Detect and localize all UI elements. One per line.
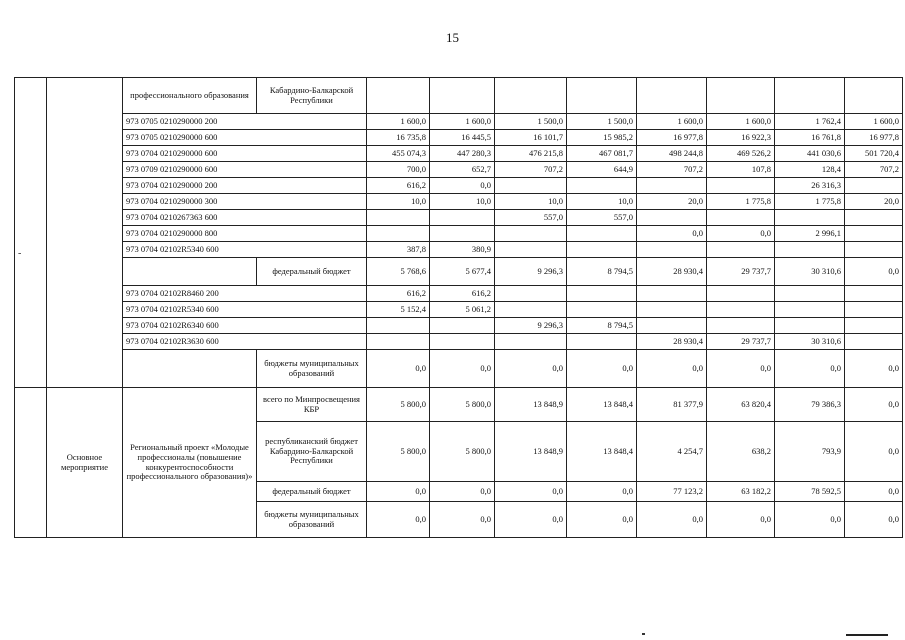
value-cell: 79 386,3 (775, 388, 845, 422)
value-cell: 10,0 (430, 194, 495, 210)
table-row (15, 162, 903, 178)
type-col-cell (47, 78, 123, 388)
value-cell (707, 318, 775, 334)
value-cell: 13 848,9 (495, 422, 567, 482)
value-cell (845, 286, 903, 302)
value-cell: 10,0 (567, 194, 637, 210)
value-cell: 0,0 (845, 502, 903, 538)
value-cell: 2 996,1 (775, 226, 845, 242)
value-cell: 0,0 (845, 388, 903, 422)
value-cell: 5 152,4 (367, 302, 430, 318)
margin-mark: - (18, 248, 22, 259)
value-cell: 0,0 (567, 350, 637, 388)
table-row (15, 210, 903, 226)
value-cell: 0,0 (637, 502, 707, 538)
value-cell: 707,2 (637, 162, 707, 178)
empty-cell (707, 78, 775, 114)
value-cell: 501 720,4 (845, 146, 903, 162)
value-cell: 5 061,2 (430, 302, 495, 318)
budget-code-cell: 973 0704 0210290000 200 (123, 178, 367, 194)
value-cell: 616,2 (430, 286, 495, 302)
value-cell: 16 922,3 (707, 130, 775, 146)
source-label-cell: федеральный бюджет (257, 258, 367, 286)
value-cell (707, 210, 775, 226)
table-row (15, 286, 903, 302)
value-cell (367, 334, 430, 350)
empty-cell (430, 78, 495, 114)
value-cell (637, 178, 707, 194)
value-cell: 16 445,5 (430, 130, 495, 146)
status-col-cell (15, 388, 47, 538)
event-name-cell: Региональный проект «Молодые профессионалы (повышение конкурентоспособности профессионального образования)» (123, 388, 257, 538)
table-row (15, 130, 903, 146)
value-cell (495, 334, 567, 350)
value-cell (775, 242, 845, 258)
value-cell: 0,0 (367, 482, 430, 502)
status-col-cell (15, 78, 47, 388)
value-cell: 1 600,0 (845, 114, 903, 130)
table-row (15, 178, 903, 194)
value-cell: 0,0 (637, 350, 707, 388)
value-cell (707, 302, 775, 318)
value-cell: 0,0 (845, 258, 903, 286)
empty-cell (567, 78, 637, 114)
value-cell (707, 242, 775, 258)
budget-code-cell: 973 0709 0210290000 600 (123, 162, 367, 178)
program-name-cell: профессионального образования (123, 78, 257, 114)
value-cell: 107,8 (707, 162, 775, 178)
value-cell: 16 735,8 (367, 130, 430, 146)
value-cell (707, 286, 775, 302)
value-cell: 469 526,2 (707, 146, 775, 162)
value-cell (637, 210, 707, 226)
value-cell: 616,2 (367, 178, 430, 194)
value-cell (495, 178, 567, 194)
event-type-cell: Основное мероприятие (47, 388, 123, 538)
value-cell (567, 178, 637, 194)
empty-cell (775, 78, 845, 114)
value-cell (775, 286, 845, 302)
value-cell (367, 226, 430, 242)
value-cell (495, 302, 567, 318)
value-cell: 5 800,0 (430, 422, 495, 482)
value-cell: 793,9 (775, 422, 845, 482)
value-cell: 0,0 (367, 350, 430, 388)
value-cell: 467 081,7 (567, 146, 637, 162)
value-cell: 1 600,0 (637, 114, 707, 130)
table-row (15, 302, 903, 318)
value-cell: 13 848,4 (567, 388, 637, 422)
page-number: 15 (446, 30, 459, 45)
budget-code-cell: 973 0704 02102R5340 600 (123, 242, 367, 258)
value-cell: 1 775,8 (775, 194, 845, 210)
source-label-cell: федеральный бюджет (257, 482, 367, 502)
value-cell (367, 318, 430, 334)
value-cell: 0,0 (430, 178, 495, 194)
value-cell: 81 377,9 (637, 388, 707, 422)
value-cell: 707,2 (845, 162, 903, 178)
value-cell: 1 762,4 (775, 114, 845, 130)
value-cell: 5 800,0 (367, 422, 430, 482)
table-row (15, 334, 903, 350)
value-cell: 30 310,6 (775, 258, 845, 286)
value-cell (845, 318, 903, 334)
value-cell (845, 302, 903, 318)
value-cell: 63 820,4 (707, 388, 775, 422)
value-cell (845, 226, 903, 242)
value-cell (430, 318, 495, 334)
value-cell: 0,0 (567, 502, 637, 538)
budget-code-cell: 973 0705 0210290000 200 (123, 114, 367, 130)
table-row (15, 388, 903, 422)
empty-code-cell (123, 350, 257, 388)
budget-code-cell: 973 0704 02102R6340 600 (123, 318, 367, 334)
value-cell (567, 286, 637, 302)
value-cell (637, 242, 707, 258)
value-cell: 441 030,6 (775, 146, 845, 162)
value-cell: 5 800,0 (367, 388, 430, 422)
value-cell: 1 500,0 (495, 114, 567, 130)
table-row (15, 226, 903, 242)
value-cell: 0,0 (775, 350, 845, 388)
budget-code-cell: 973 0704 02102R3630 600 (123, 334, 367, 350)
scan-dot (642, 633, 645, 635)
scan-line (846, 634, 888, 636)
value-cell (845, 334, 903, 350)
value-cell: 30 310,6 (775, 334, 845, 350)
source-label-cell: республиканский бюджет Кабардино-Балкарской Республики (257, 422, 367, 482)
value-cell: 557,0 (495, 210, 567, 226)
value-cell: 13 848,4 (567, 422, 637, 482)
value-cell (845, 210, 903, 226)
value-cell: 78 592,5 (775, 482, 845, 502)
value-cell: 652,7 (430, 162, 495, 178)
source-label-cell: бюджеты муниципальных образований (257, 502, 367, 538)
budget-code-cell: 973 0704 02102R5340 600 (123, 302, 367, 318)
value-cell: 0,0 (707, 502, 775, 538)
value-cell: 9 296,3 (495, 318, 567, 334)
value-cell: 0,0 (845, 422, 903, 482)
value-cell: 1 600,0 (367, 114, 430, 130)
value-cell: 15 985,2 (567, 130, 637, 146)
value-cell: 0,0 (845, 482, 903, 502)
value-cell: 29 737,7 (707, 334, 775, 350)
value-cell: 8 794,5 (567, 258, 637, 286)
value-cell: 26 316,3 (775, 178, 845, 194)
value-cell: 0,0 (495, 482, 567, 502)
value-cell: 0,0 (707, 226, 775, 242)
value-cell (430, 210, 495, 226)
value-cell: 10,0 (495, 194, 567, 210)
value-cell: 5 677,4 (430, 258, 495, 286)
budget-code-cell: 973 0704 0210290000 800 (123, 226, 367, 242)
value-cell: 707,2 (495, 162, 567, 178)
value-cell (567, 226, 637, 242)
value-cell: 0,0 (707, 350, 775, 388)
value-cell: 16 977,8 (845, 130, 903, 146)
value-cell: 0,0 (637, 226, 707, 242)
value-cell: 77 123,2 (637, 482, 707, 502)
source-label-cell: всего по Минпросвещения КБР (257, 388, 367, 422)
budget-code-cell: 973 0704 02102R8460 200 (123, 286, 367, 302)
value-cell (637, 318, 707, 334)
value-cell: 1 775,8 (707, 194, 775, 210)
value-cell (845, 178, 903, 194)
value-cell: 16 761,8 (775, 130, 845, 146)
value-cell: 1 500,0 (567, 114, 637, 130)
value-cell: 476 215,8 (495, 146, 567, 162)
source-label-cell: бюджеты муниципальных образований (257, 350, 367, 388)
value-cell: 28 930,4 (637, 334, 707, 350)
budget-code-cell: 973 0704 0210290000 300 (123, 194, 367, 210)
value-cell: 16 977,8 (637, 130, 707, 146)
value-cell (637, 286, 707, 302)
value-cell: 498 244,8 (637, 146, 707, 162)
table-row (15, 146, 903, 162)
value-cell: 0,0 (430, 350, 495, 388)
empty-cell (845, 78, 903, 114)
table-row (15, 318, 903, 334)
value-cell: 455 074,3 (367, 146, 430, 162)
budget-code-cell: 973 0704 0210290000 600 (123, 146, 367, 162)
value-cell (567, 302, 637, 318)
value-cell: 0,0 (775, 502, 845, 538)
value-cell (495, 286, 567, 302)
value-cell: 638,2 (707, 422, 775, 482)
table-row (15, 194, 903, 210)
value-cell: 63 182,2 (707, 482, 775, 502)
value-cell: 387,8 (367, 242, 430, 258)
budget-code-cell: 973 0705 0210290000 600 (123, 130, 367, 146)
value-cell (430, 226, 495, 242)
value-cell (775, 210, 845, 226)
empty-code-cell (123, 258, 257, 286)
source-cell: Кабардино-Балкарской Республики (257, 78, 367, 114)
value-cell: 1 600,0 (707, 114, 775, 130)
value-cell: 0,0 (495, 350, 567, 388)
value-cell (775, 318, 845, 334)
value-cell: 4 254,7 (637, 422, 707, 482)
table-row (15, 242, 903, 258)
value-cell (845, 242, 903, 258)
value-cell: 9 296,3 (495, 258, 567, 286)
value-cell: 20,0 (845, 194, 903, 210)
value-cell: 10,0 (367, 194, 430, 210)
value-cell: 1 600,0 (430, 114, 495, 130)
value-cell: 16 101,7 (495, 130, 567, 146)
value-cell: 0,0 (845, 350, 903, 388)
value-cell: 616,2 (367, 286, 430, 302)
value-cell: 644,9 (567, 162, 637, 178)
empty-cell (495, 78, 567, 114)
value-cell: 5 768,6 (367, 258, 430, 286)
value-cell (367, 210, 430, 226)
value-cell: 0,0 (495, 502, 567, 538)
value-cell (775, 302, 845, 318)
value-cell: 380,9 (430, 242, 495, 258)
value-cell (495, 226, 567, 242)
value-cell: 0,0 (367, 502, 430, 538)
value-cell: 8 794,5 (567, 318, 637, 334)
value-cell: 0,0 (567, 482, 637, 502)
value-cell (567, 334, 637, 350)
value-cell (430, 334, 495, 350)
value-cell: 128,4 (775, 162, 845, 178)
value-cell: 20,0 (637, 194, 707, 210)
value-cell: 0,0 (430, 502, 495, 538)
value-cell: 13 848,9 (495, 388, 567, 422)
value-cell: 447 280,3 (430, 146, 495, 162)
value-cell: 29 737,7 (707, 258, 775, 286)
value-cell (637, 302, 707, 318)
value-cell: 28 930,4 (637, 258, 707, 286)
value-cell (567, 242, 637, 258)
value-cell: 0,0 (430, 482, 495, 502)
budget-code-cell: 973 0704 0210267363 600 (123, 210, 367, 226)
budget-table (14, 77, 903, 538)
value-cell: 5 800,0 (430, 388, 495, 422)
table-row (15, 114, 903, 130)
value-cell (495, 242, 567, 258)
empty-cell (367, 78, 430, 114)
value-cell: 700,0 (367, 162, 430, 178)
value-cell (707, 178, 775, 194)
empty-cell (637, 78, 707, 114)
value-cell: 557,0 (567, 210, 637, 226)
